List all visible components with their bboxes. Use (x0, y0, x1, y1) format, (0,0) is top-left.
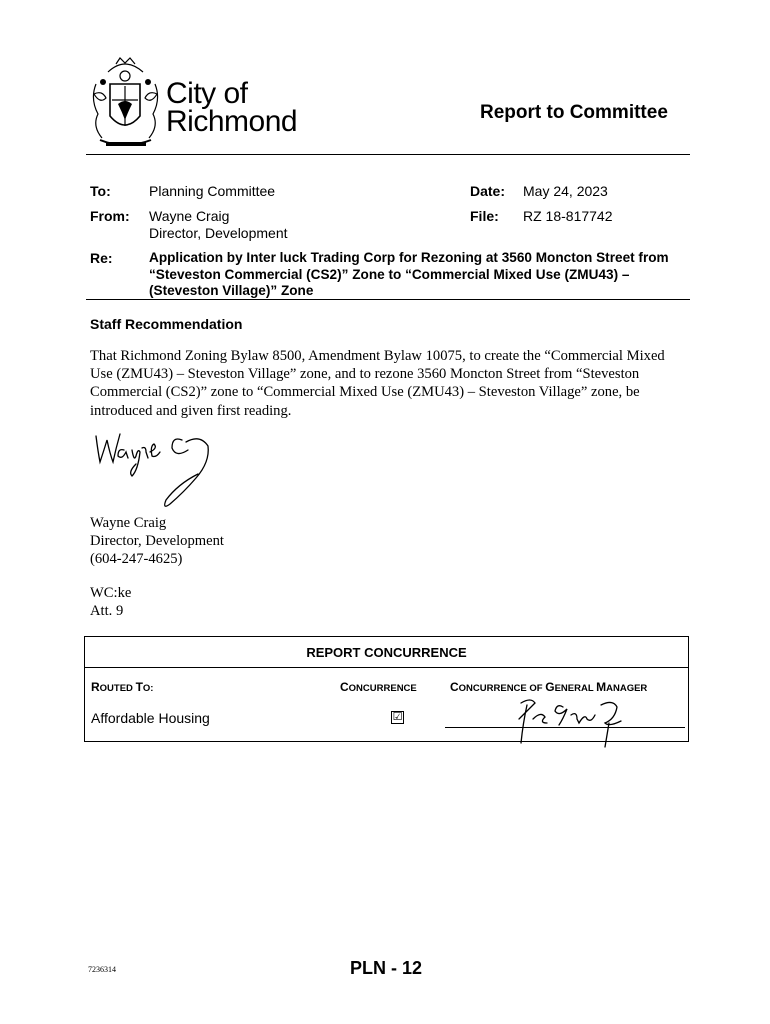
from-label: From: (90, 208, 130, 224)
page-label: PLN - 12 (350, 958, 423, 978)
header-divider (86, 154, 690, 155)
concurrence-title-divider (85, 667, 688, 668)
report-concurrence-table (84, 636, 689, 742)
to-label: To: (90, 183, 111, 199)
report-title: Report to Committee (480, 102, 668, 123)
logo-line-2: Richmond (166, 105, 298, 138)
date-value: May 24, 2023 (523, 183, 608, 199)
document-number: 7236314 (88, 965, 116, 974)
signer-name: Wayne Craig (90, 515, 167, 531)
concurrence-checkbox[interactable]: ☑ (392, 711, 403, 723)
signer-block (90, 514, 224, 569)
staff-recommendation-heading: Staff Recommendation (90, 316, 243, 332)
re-subject: Application by Inter luck Trading Corp for Rezoning at 3560 Moncton Street from “Steveston Commercial (CS2)” Zone to “Commercial Mixed Use (ZMU43) – (Steveston Village)” Zone (149, 250, 669, 298)
city-crest-logo (88, 54, 163, 154)
concurrence-title: REPORT CONCURRENCE (306, 645, 467, 660)
city-of-richmond-wordmark (166, 77, 298, 138)
subject-divider (86, 299, 690, 300)
from-title: Director, Development (149, 225, 288, 241)
routed-department: Affordable Housing (91, 710, 210, 726)
to-value: Planning Committee (149, 183, 276, 199)
attachments: Att. 9 (90, 603, 124, 620)
concurrence-header: CONCURRENCE (340, 680, 417, 694)
date-label: Date: (470, 183, 506, 199)
file-label: File: (470, 208, 499, 224)
initials: WC:ke (90, 585, 132, 601)
re-label: Re: (90, 250, 113, 266)
initials-block (90, 584, 131, 620)
signer-title: Director, Development (90, 533, 224, 550)
routed-to-header: ROUTED TO: (91, 680, 154, 694)
file-value: RZ 18-817742 (523, 208, 613, 224)
wayne-craig-signature (88, 422, 228, 522)
signer-phone: (604-247-4625) (90, 551, 183, 568)
logo-line-1: City of (166, 77, 248, 110)
from-name: Wayne Craig (149, 208, 230, 224)
general-manager-header: CONCURRENCE OF GENERAL MANAGER (450, 680, 648, 694)
general-manager-signature (505, 693, 635, 749)
staff-recommendation-text: That Richmond Zoning Bylaw 8500, Amendment Bylaw 10075, to create the “Commercial Mixed Use (ZMU43) – Steveston Village” zone, and to rezone 3560 Moncton Street from “Steveston Commercial (CS2)” zone to “Commercial Mixed Use (ZMU43) – Steveston Village” zone, be introduced and given first reading. (90, 348, 665, 419)
